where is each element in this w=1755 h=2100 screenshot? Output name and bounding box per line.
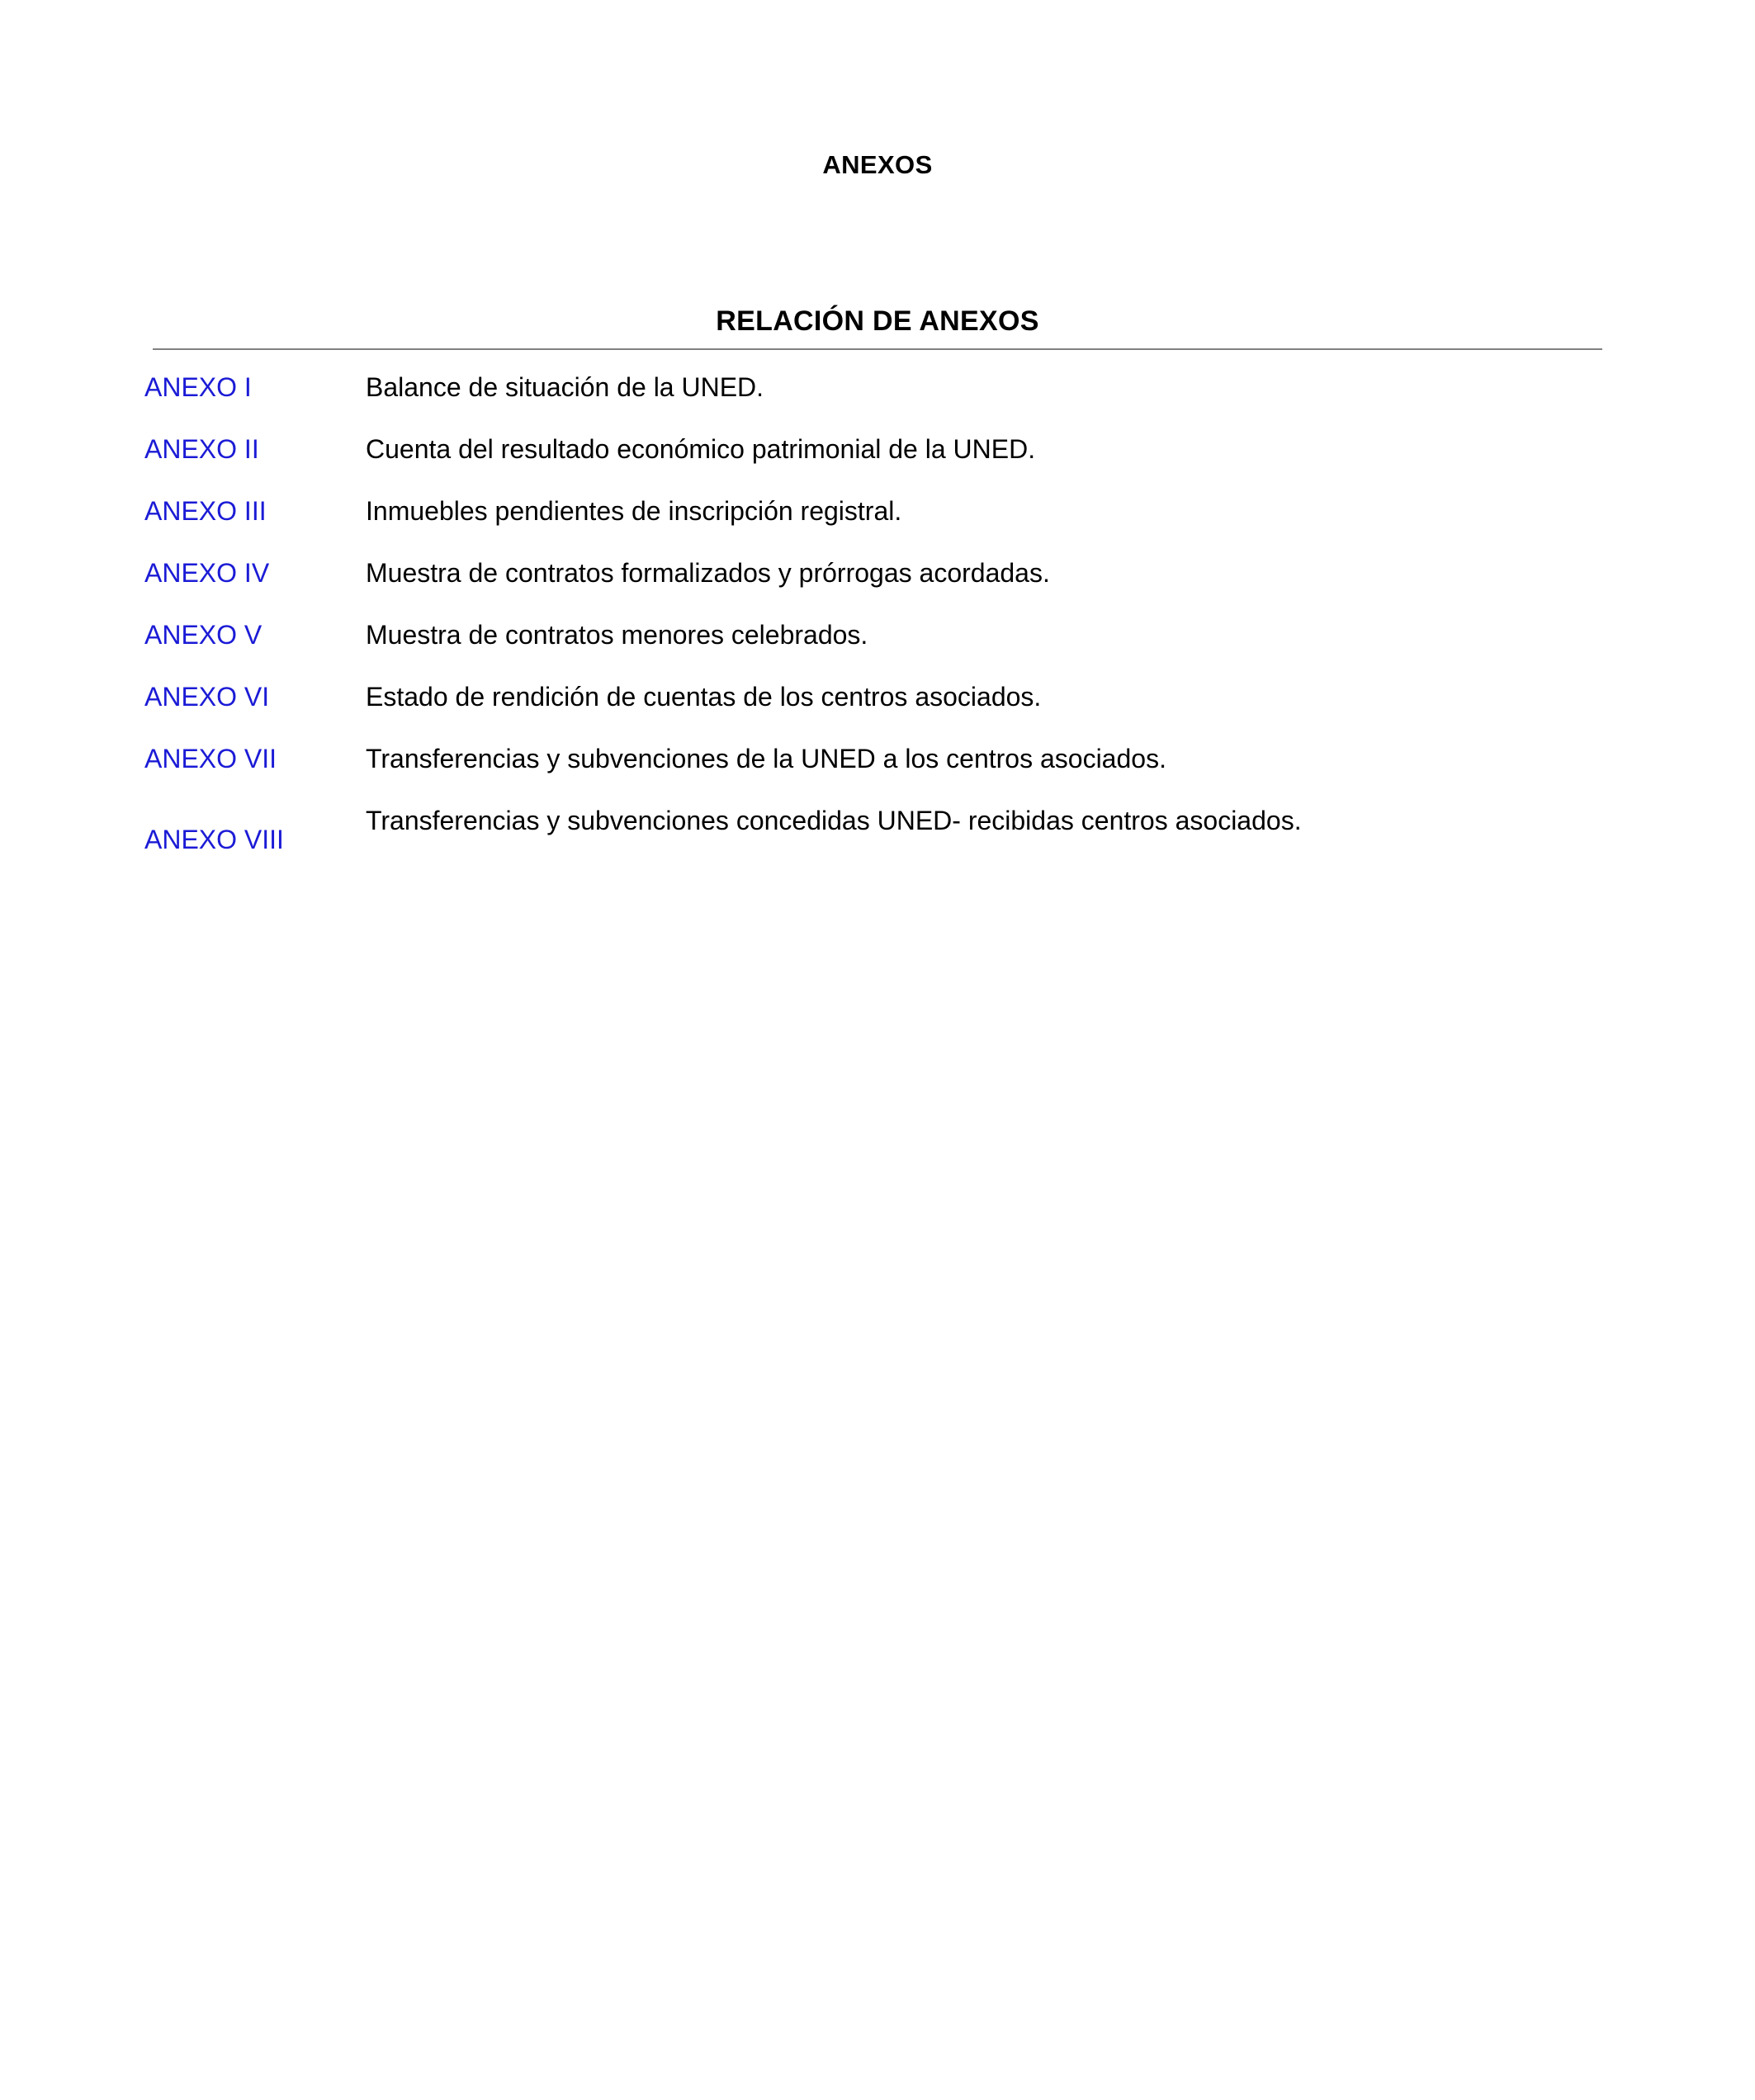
table-row bbox=[144, 480, 1611, 542]
anexo-description: Muestra de contratos menores celebrados. bbox=[366, 619, 868, 650]
table-row bbox=[144, 419, 1611, 480]
anexo-id: ANEXO II bbox=[144, 433, 259, 464]
table-row bbox=[144, 542, 1611, 604]
horizontal-divider bbox=[153, 348, 1602, 350]
anexo-description: Balance de situación de la UNED. bbox=[366, 372, 764, 402]
anexos-table bbox=[144, 357, 1611, 871]
anexo-id: ANEXO IV bbox=[144, 557, 270, 588]
table-row bbox=[144, 604, 1611, 666]
anexo-description: Inmuebles pendientes de inscripción registral. bbox=[366, 495, 902, 526]
table-row bbox=[144, 728, 1611, 790]
section-title: RELACIÓN DE ANEXOS bbox=[716, 305, 1039, 337]
anexo-description: Muestra de contratos formalizados y prórrogas acordadas. bbox=[366, 557, 1050, 588]
anexo-id: ANEXO VII bbox=[144, 743, 277, 773]
table-row bbox=[144, 666, 1611, 728]
anexo-id: ANEXO I bbox=[144, 372, 252, 402]
anexo-id: ANEXO VIII bbox=[144, 824, 284, 854]
anexo-description: Estado de rendición de cuentas de los centros asociados. bbox=[366, 681, 1042, 712]
anexo-description: Transferencias y subvenciones de la UNED a los centros asociados. bbox=[366, 743, 1166, 773]
table-row bbox=[144, 790, 1611, 871]
table-row bbox=[144, 357, 1611, 419]
anexo-id: ANEXO VI bbox=[144, 681, 270, 712]
anexo-description: Cuenta del resultado económico patrimonial de la UNED. bbox=[366, 433, 1036, 464]
anexo-id: ANEXO III bbox=[144, 495, 267, 526]
page-title: ANEXOS bbox=[822, 150, 933, 179]
anexo-id: ANEXO V bbox=[144, 619, 263, 650]
anexo-description: Transferencias y subvenciones concedidas UNED- recibidas centros asociados. bbox=[366, 805, 1302, 835]
